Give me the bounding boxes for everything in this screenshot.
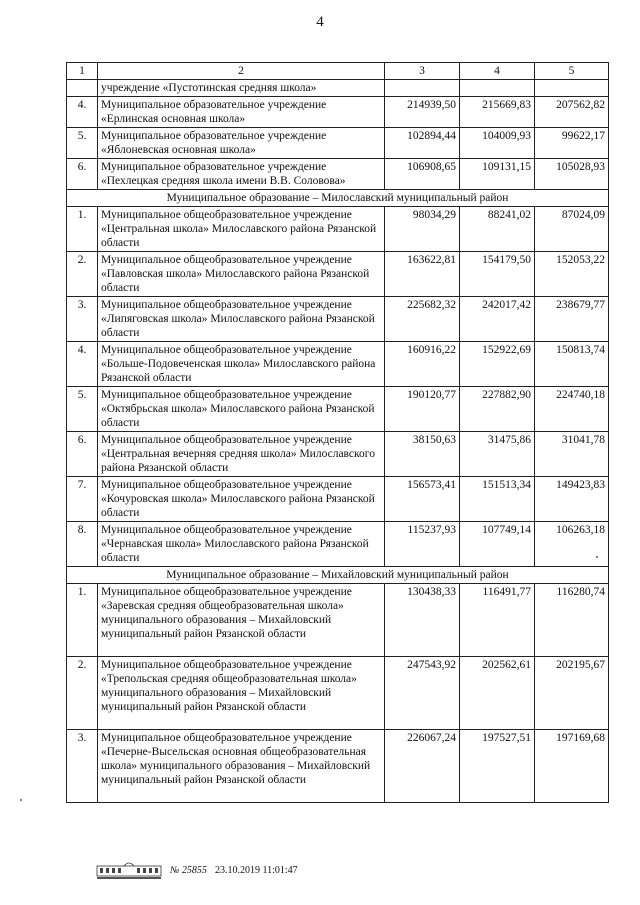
value-col-5: 197169,68 xyxy=(535,730,609,803)
value-col-3: 190120,77 xyxy=(385,387,460,432)
value-col-5: 106263,18 xyxy=(535,522,609,567)
institution-name: Муниципальное общеобразовательное учреждение «Заревская средняя общеобразовательная школа» муниципального образования – Михайловский муниципальный район Рязанской области xyxy=(98,584,385,657)
value-col-4: 116491,77 xyxy=(460,584,535,657)
table-row xyxy=(67,128,609,159)
value-col-5: 31041,78 xyxy=(535,432,609,477)
row-number: 6. xyxy=(67,432,98,477)
scan-speck xyxy=(20,799,22,801)
value-col-3: 226067,24 xyxy=(385,730,460,803)
value-col-3 xyxy=(385,80,460,97)
row-number: 4. xyxy=(67,342,98,387)
row-number: 7. xyxy=(67,477,98,522)
document-number: № 25855 xyxy=(170,864,207,876)
value-col-5: 238679,77 xyxy=(535,297,609,342)
table-row xyxy=(67,297,609,342)
institution-name: Муниципальное общеобразовательное учреждение «Трепольская средняя общеобразовательная школа» муниципального образования – Михайловский муниципальный район Рязанской области xyxy=(98,657,385,730)
table-row xyxy=(67,342,609,387)
footer xyxy=(96,860,298,880)
value-col-5 xyxy=(535,80,609,97)
row-number: 2. xyxy=(67,657,98,730)
value-col-3: 247543,92 xyxy=(385,657,460,730)
value-col-4: 107749,14 xyxy=(460,522,535,567)
institution-name: Муниципальное образовательное учреждение «Ерлинская основная школа» xyxy=(98,97,385,128)
value-col-4: 31475,86 xyxy=(460,432,535,477)
header-cell-5: 5 xyxy=(535,63,609,80)
table-row xyxy=(67,584,609,657)
value-col-4: 151513,34 xyxy=(460,477,535,522)
header-cell-2: 2 xyxy=(98,63,385,80)
header-cell-1: 1 xyxy=(67,63,98,80)
row-number: 3. xyxy=(67,297,98,342)
header-row xyxy=(67,63,609,80)
row-number: 2. xyxy=(67,252,98,297)
table-row xyxy=(67,657,609,730)
value-col-4: 227882,90 xyxy=(460,387,535,432)
value-col-3: 130438,33 xyxy=(385,584,460,657)
document-timestamp: 23.10.2019 11:01:47 xyxy=(214,864,298,876)
value-col-4: 88241,02 xyxy=(460,207,535,252)
row-number: 8. xyxy=(67,522,98,567)
value-col-5: 105028,93 xyxy=(535,159,609,190)
section-title: Муниципальное образование – Милославский муниципальный район xyxy=(67,190,609,207)
section-title: Муниципальное образование – Михайловский муниципальный район xyxy=(67,567,609,584)
table-row xyxy=(67,207,609,252)
value-col-3: 102894,44 xyxy=(385,128,460,159)
institution-name: Муниципальное общеобразовательное учреждение «Липяговская школа» Милославского района Рязанской области xyxy=(98,297,385,342)
value-col-4: 152922,69 xyxy=(460,342,535,387)
registry-stamp-icon xyxy=(96,860,162,880)
value-col-5: 152053,22 xyxy=(535,252,609,297)
value-col-3: 214939,50 xyxy=(385,97,460,128)
table-row xyxy=(67,432,609,477)
page-number: 4 xyxy=(316,14,324,30)
institution-name: Муниципальное образовательное учреждение «Яблоневская основная школа» xyxy=(98,128,385,159)
value-col-3: 156573,41 xyxy=(385,477,460,522)
section-row xyxy=(67,190,609,207)
table-row xyxy=(67,477,609,522)
value-col-4: 197527,51 xyxy=(460,730,535,803)
row-number: 3. xyxy=(67,730,98,803)
institution-name: Муниципальное общеобразовательное учреждение «Печерне-Высельская основная общеобразовательная школа» муниципального образования – Михайловский муниципальный район Рязанской области xyxy=(98,730,385,803)
institution-name: Муниципальное общеобразовательное учреждение «Чернавская школа» Милославского района Рязанской области xyxy=(98,522,385,567)
table-row xyxy=(67,80,609,97)
value-col-3: 38150,63 xyxy=(385,432,460,477)
institution-name: учреждение «Пустотинская средняя школа» xyxy=(98,80,385,97)
value-col-4: 242017,42 xyxy=(460,297,535,342)
table-row xyxy=(67,97,609,128)
value-col-4: 215669,83 xyxy=(460,97,535,128)
table-row xyxy=(67,730,609,803)
value-col-5: 150813,74 xyxy=(535,342,609,387)
value-col-4 xyxy=(460,80,535,97)
row-number xyxy=(67,80,98,97)
value-col-5: 224740,18 xyxy=(535,387,609,432)
row-number: 5. xyxy=(67,387,98,432)
row-number: 4. xyxy=(67,97,98,128)
institution-name: Муниципальное общеобразовательное учреждение «Центральная школа» Милославского района Рязанской области xyxy=(98,207,385,252)
row-number: 5. xyxy=(67,128,98,159)
value-col-5: 202195,67 xyxy=(535,657,609,730)
header-cell-4: 4 xyxy=(460,63,535,80)
value-col-3: 98034,29 xyxy=(385,207,460,252)
institution-name: Муниципальное общеобразовательное учреждение «Октябрьская школа» Милославского района Рязанской области xyxy=(98,387,385,432)
institution-name: Муниципальное образовательное учреждение «Пехлецкая средняя школа имени В.В. Соловова» xyxy=(98,159,385,190)
institution-name: Муниципальное общеобразовательное учреждение «Кочуровская школа» Милославского района Рязанской области xyxy=(98,477,385,522)
value-col-5: 99622,17 xyxy=(535,128,609,159)
value-col-4: 154179,50 xyxy=(460,252,535,297)
value-col-3: 160916,22 xyxy=(385,342,460,387)
row-number: 1. xyxy=(67,584,98,657)
row-number: 6. xyxy=(67,159,98,190)
table-row xyxy=(67,159,609,190)
section-row xyxy=(67,567,609,584)
header-cell-3: 3 xyxy=(385,63,460,80)
table-row xyxy=(67,387,609,432)
value-col-5: 87024,09 xyxy=(535,207,609,252)
scan-speck xyxy=(596,556,598,558)
value-col-5: 116280,74 xyxy=(535,584,609,657)
value-col-5: 149423,83 xyxy=(535,477,609,522)
funding-table xyxy=(66,62,609,803)
institution-name: Муниципальное общеобразовательное учреждение «Больше-Подовеченская школа» Милославского района Рязанской области xyxy=(98,342,385,387)
row-number: 1. xyxy=(67,207,98,252)
value-col-3: 115237,93 xyxy=(385,522,460,567)
value-col-4: 202562,61 xyxy=(460,657,535,730)
table-row xyxy=(67,522,609,567)
value-col-4: 104009,93 xyxy=(460,128,535,159)
value-col-3: 106908,65 xyxy=(385,159,460,190)
value-col-3: 163622,81 xyxy=(385,252,460,297)
institution-name: Муниципальное общеобразовательное учреждение «Павловская школа» Милославского района Рязанской области xyxy=(98,252,385,297)
institution-name: Муниципальное общеобразовательное учреждение «Центральная вечерняя средняя школа» Милославского района Рязанской области xyxy=(98,432,385,477)
table-row xyxy=(67,252,609,297)
value-col-5: 207562,82 xyxy=(535,97,609,128)
value-col-3: 225682,32 xyxy=(385,297,460,342)
value-col-4: 109131,15 xyxy=(460,159,535,190)
